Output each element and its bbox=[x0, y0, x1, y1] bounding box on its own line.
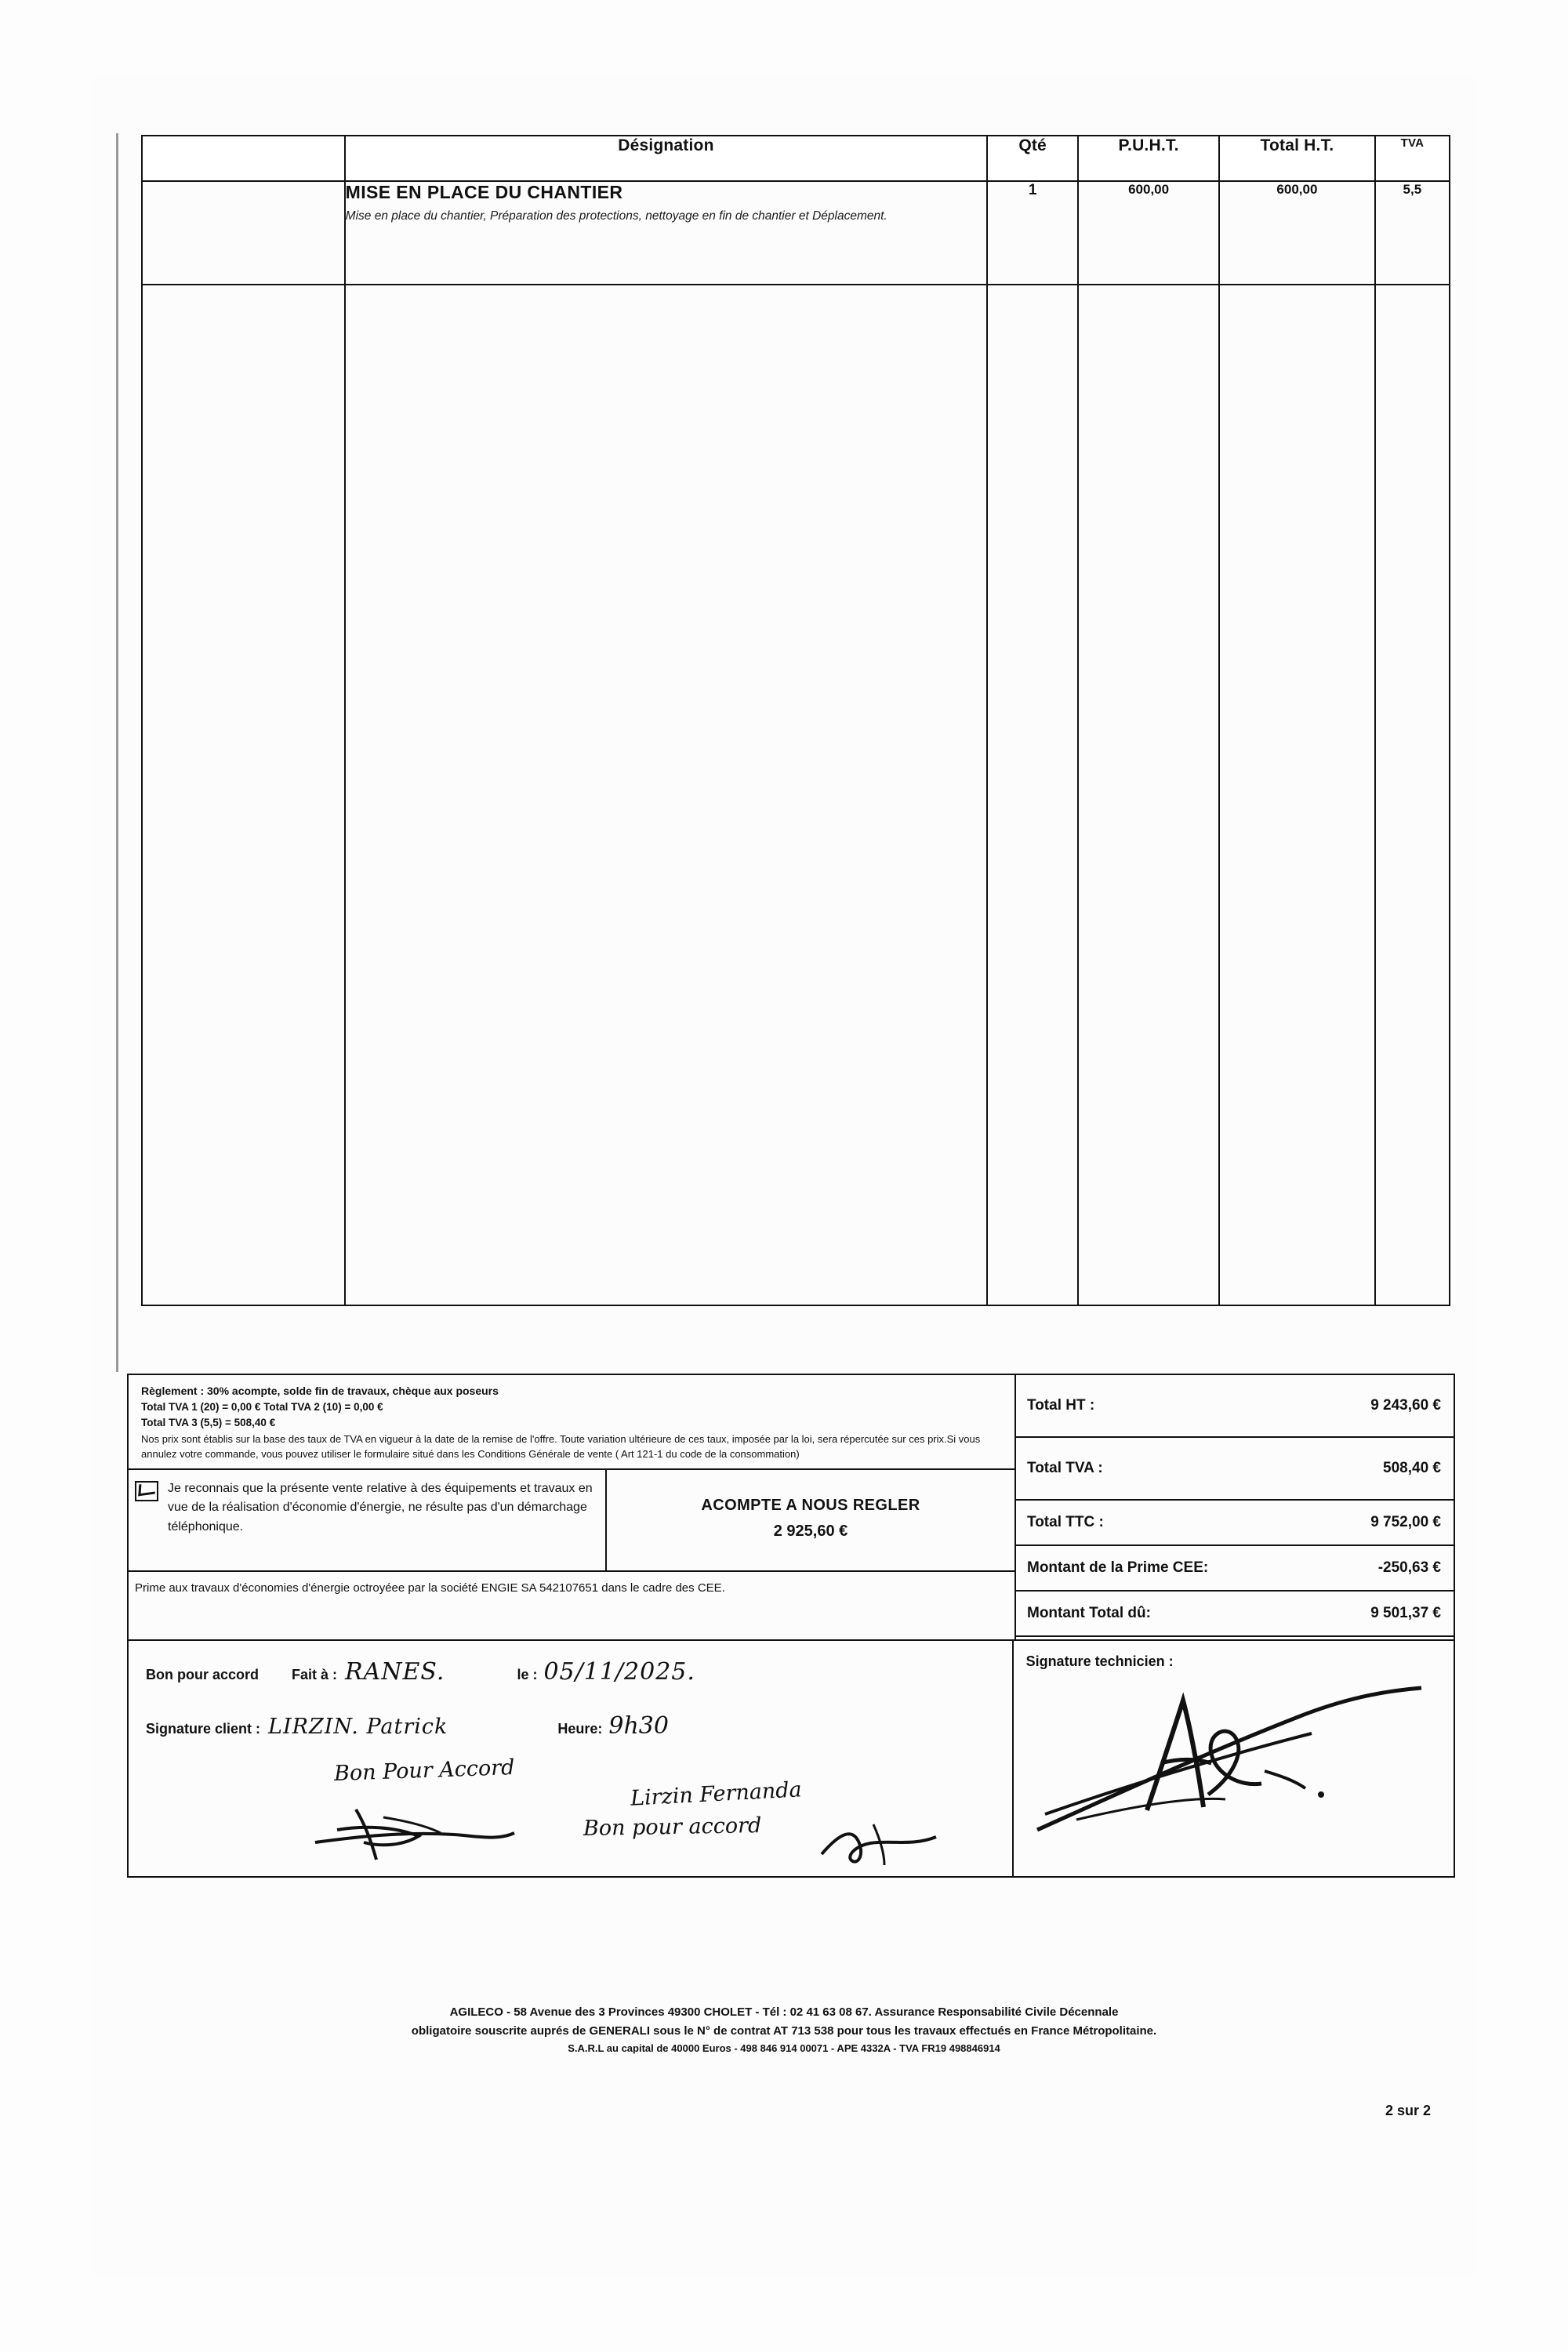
empty-cell-designation bbox=[345, 285, 988, 1305]
summary-left-column bbox=[129, 1375, 1016, 1639]
client-signature-value: LIRZIN. Patrick bbox=[268, 1714, 448, 1739]
heure-label: Heure: bbox=[557, 1720, 603, 1737]
total-label-tva: Total TVA : bbox=[1027, 1460, 1103, 1476]
scan-edge-artifact bbox=[116, 133, 118, 1372]
total-row-ttc bbox=[1016, 1501, 1454, 1546]
column-header-tva: TVA bbox=[1375, 136, 1450, 181]
deposit-block bbox=[607, 1470, 1014, 1570]
deposit-value: 2 925,60 € bbox=[773, 1522, 848, 1540]
empty-cell-total-ht bbox=[1219, 285, 1375, 1305]
handwritten-note-1: Bon Pour Accord bbox=[333, 1755, 515, 1786]
total-row-ht bbox=[1016, 1375, 1454, 1438]
item-title: MISE EN PLACE DU CHANTIER bbox=[345, 182, 623, 202]
date-label: le : bbox=[517, 1666, 538, 1682]
table-empty-area bbox=[142, 285, 1450, 1305]
column-header-puht: P.U.H.T. bbox=[1078, 136, 1219, 181]
accord-label: Bon pour accord bbox=[146, 1666, 260, 1682]
handwritten-note-2: Lirzin Fernanda bbox=[630, 1777, 803, 1811]
total-row-prime-cee bbox=[1016, 1546, 1454, 1592]
summary-top bbox=[127, 1374, 1455, 1639]
total-row-tva bbox=[1016, 1438, 1454, 1501]
empty-cell-qte bbox=[987, 285, 1078, 1305]
cee-prime-note: Prime aux travaux d'économies d'énergie octroyéee par la société ENGIE SA 542107651 dans le cadre des CEE. bbox=[135, 1581, 725, 1595]
deposit-label: ACOMPTE A NOUS REGLER bbox=[701, 1496, 920, 1514]
acknowledgement-text: Je reconnais que la présente vente relative à des équipements et travaux en vue de la réalisation d'économie d'énergie, ne résulte pas d'un démarchage téléphonique. bbox=[165, 1470, 607, 1570]
technician-signature-area[interactable] bbox=[1014, 1641, 1454, 1876]
table-header-row bbox=[142, 136, 1450, 181]
fait-label: Fait à : bbox=[292, 1666, 338, 1682]
accord-line bbox=[146, 1658, 1012, 1686]
column-header-qte: Qté bbox=[987, 136, 1078, 181]
column-header-reference bbox=[142, 136, 345, 181]
total-value-prime-cee: -250,63 € bbox=[1377, 1559, 1441, 1576]
column-header-total-ht: Total H.T. bbox=[1219, 136, 1375, 181]
page-number: 2 sur 2 bbox=[1385, 2103, 1431, 2118]
technician-signature-ink bbox=[1029, 1677, 1437, 1857]
totals-column bbox=[1016, 1375, 1454, 1639]
footer-line-1: AGILECO - 58 Avenue des 3 Provinces 49300 CHOLET - Tél : 02 41 63 08 67. Assurance Responsabilité Civile Décennale bbox=[449, 2005, 1119, 2019]
signature-block bbox=[127, 1639, 1455, 1878]
terms-line-3: Total TVA 3 (5,5) = 508,40 € bbox=[141, 1417, 276, 1429]
client-signature-area[interactable] bbox=[129, 1641, 1014, 1876]
client-signature-ink-2 bbox=[818, 1820, 960, 1875]
cell-qte: 1 bbox=[987, 181, 1078, 285]
terms-line-1: Règlement : 30% acompte, solde fin de travaux, chèque aux poseurs bbox=[141, 1385, 499, 1397]
cell-puht: 600,00 bbox=[1078, 181, 1219, 285]
total-label-prime-cee: Montant de la Prime CEE: bbox=[1027, 1559, 1209, 1576]
line-items-table bbox=[141, 135, 1450, 1306]
item-description: Mise en place du chantier, Préparation des protections, nettoyage en fin de chantier et Déplacement. bbox=[345, 209, 887, 223]
table-row bbox=[142, 181, 1450, 285]
summary-block bbox=[127, 1374, 1452, 1878]
client-signature-label: Signature client : bbox=[146, 1720, 261, 1737]
total-value-ht: 9 243,60 € bbox=[1370, 1397, 1441, 1414]
acknowledgement-row bbox=[129, 1470, 1014, 1572]
cell-tva: 5,5 bbox=[1375, 181, 1450, 285]
cell-total-ht: 600,00 bbox=[1219, 181, 1375, 285]
empty-cell-reference bbox=[142, 285, 345, 1305]
total-label-ht: Total HT : bbox=[1027, 1397, 1095, 1414]
fait-value: RANES. bbox=[345, 1657, 445, 1686]
date-value: 05/11/2025. bbox=[543, 1657, 695, 1686]
footer-line-2: obligatoire souscrite auprés de GENERALI sous le N° de contrat AT 713 538 pour tous les travaux effectués en France Métropolitaine. bbox=[411, 2024, 1157, 2038]
heure-value: 9h30 bbox=[608, 1711, 669, 1740]
terms-line-4: Nos prix sont établis sur la base des taux de TVA en vigueur à la date de la remise de l'offre. Toute variation ultérieure de ces taux, imposée par la loi, sera répercutée sur ces prix.Si vous annulez votre commande, vous pouvez utiliser le formulaire situé dans les Conditions Générale de vente ( Art 121-1 du code de la consommation) bbox=[141, 1432, 981, 1460]
client-signature-ink bbox=[309, 1794, 638, 1864]
total-value-ttc: 9 752,00 € bbox=[1370, 1514, 1441, 1530]
total-label-ttc: Total TTC : bbox=[1027, 1514, 1104, 1530]
cell-reference bbox=[142, 181, 345, 285]
terms-line-2: Total TVA 1 (20) = 0,00 € Total TVA 2 (10) = 0,00 € bbox=[141, 1401, 383, 1413]
column-header-designation: Désignation bbox=[345, 136, 988, 181]
payment-terms bbox=[129, 1375, 1014, 1470]
footer bbox=[0, 2003, 1568, 2057]
total-value-montant-du: 9 501,37 € bbox=[1370, 1605, 1441, 1621]
client-signature-line bbox=[146, 1712, 1012, 1740]
empty-cell-puht bbox=[1078, 285, 1219, 1305]
total-value-tva: 508,40 € bbox=[1383, 1460, 1441, 1476]
total-row-montant-du bbox=[1016, 1592, 1454, 1637]
handwritten-note-3: Bon pour accord bbox=[583, 1813, 762, 1841]
checkbox-checked-icon[interactable] bbox=[135, 1481, 158, 1501]
total-label-montant-du: Montant Total dû: bbox=[1027, 1605, 1151, 1621]
empty-cell-tva bbox=[1375, 285, 1450, 1305]
acknowledgement-checkbox-wrap[interactable] bbox=[129, 1470, 165, 1570]
footer-line-3: S.A.R.L au capital de 40000 Euros - 498 846 914 00071 - APE 4332A - TVA FR19 498846914 bbox=[568, 2042, 1000, 2054]
technician-signature-label: Signature technicien : bbox=[1025, 1653, 1174, 1669]
cell-designation bbox=[345, 181, 988, 285]
